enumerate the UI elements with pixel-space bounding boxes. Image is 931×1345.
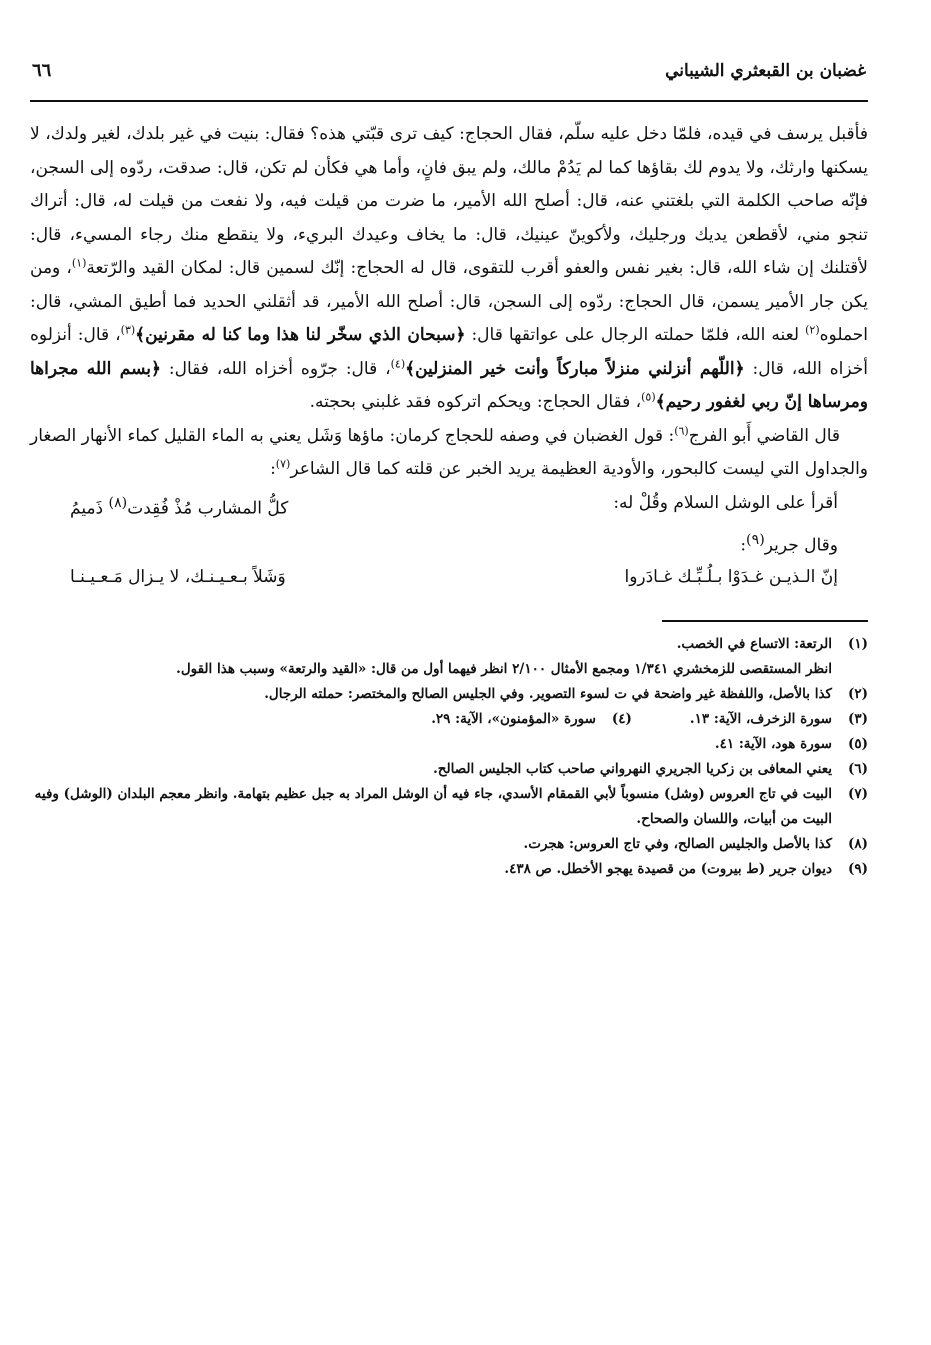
text-run: كلُّ المشارب مُذْ فُقِدت: [127, 498, 289, 519]
footnote-marker-2[interactable]: (٢): [805, 323, 820, 337]
text-run: وقال جرير: [764, 535, 838, 556]
footnote-5: [30, 732, 868, 757]
text-run: قال القاضي أَبو الفرج: [688, 425, 841, 446]
footnote-6: [30, 757, 868, 782]
footnote-text: يعني المعافى بن زكريا الجريري النهرواني صاحب كتاب الجليس الصالح.: [433, 760, 832, 777]
quran-quote-1: ﴿سبحان الذي سخّر لنا هذا وما كنا له مقرنين﴾: [135, 325, 466, 345]
footnote-number: (٦): [847, 760, 868, 777]
footnote-2: [30, 682, 868, 707]
footnote-text: الرتعة: الاتساع في الخصب.: [676, 635, 832, 652]
footnote-number: (٤): [611, 710, 632, 727]
paragraph-2: [30, 420, 868, 487]
book-page: [30, 60, 868, 882]
footnotes: [30, 632, 868, 882]
verse-line-1: [30, 487, 868, 526]
footnote-marker-3[interactable]: (٣): [120, 323, 136, 337]
footnote-text: سورة «المؤمنون»، الآية: ٢٩.: [431, 710, 596, 727]
text-run: فأقبل يرسف في قيده، فلمّا دخل عليه سلّم، فقال الحجاج: كيف ترى قبّتي هذه؟ فقال: بنيت في غير بلدك، لغير ولدك، لا يسكنها وارثك، ولا يدوم لك بقاؤها كما لم يَدُمْ مالك، ولم يبق فانٍ، وأما هي فكأن لم تكن، قال: صدقت، ردّوه إلى السجن، فإنّه صاحب الكلمة التي بلغتني عنه، قال: أصلح الله الأمير، ما ضرت من قيلت فيه، ولا نفعت من قيلت له، قال: أتراك تنجو مني، لأقطعن يديك ورجليك، ولأكوينّ عينيك، قال: ما يخاف وعيدك البريء، ولا ينقطع منك رجاء المسيء، قال: لأقتلنك إن شاء الله، قال: بغير نفس والعفو أقرب للتقوى، قال له الحجاج: إنّك لسمين قال: لمكان القيد والرّتعة: [30, 124, 868, 278]
footnote-number: (٩): [847, 860, 868, 877]
verse-intro: [30, 525, 868, 561]
footnote-marker-8[interactable]: (٨): [108, 494, 128, 511]
footnote-text: البيت في تاج العروس (وشل) منسوباً لأبي القمقام الأسدي، جاء فيه أن الوشل المراد به جبل عظيم بتهامة. وانظر معجم البلدان (الوشل) وفيه البيت من أبيات، واللسان والصحاح.: [34, 785, 832, 827]
footnote-marker-1[interactable]: (١): [71, 256, 87, 270]
footnote-number: [832, 657, 868, 682]
verse-1-first-hemistich: أقرأ على الوشل السلام وقُلْ له:: [613, 492, 838, 513]
verse-1-second-hemistich: [70, 487, 288, 526]
footnote-marker-9[interactable]: (٩): [746, 532, 765, 549]
text-run: ، فقال الحجاج: ويحكم اتركوه فقد غلبني بحجته.: [309, 392, 642, 412]
text-run: لعنه الله، فلمّا حملته الرجال على عواتقها قال:: [471, 325, 806, 345]
text-run: ذَميمُ: [70, 498, 109, 519]
page-number: ٦٦: [32, 60, 52, 81]
text-run: ، قال: جرّوه أخزاه الله، فقال:: [168, 358, 391, 379]
footnote-text: سورة هود، الآية: ٤١.: [714, 735, 832, 752]
verse-2-second-hemistich: وَشَلاً بـعـيـنـك، لا يـزال مَـعـيـنـا: [70, 566, 286, 587]
footnote-marker-6[interactable]: (٦): [674, 423, 689, 437]
footnote-3: [690, 707, 868, 732]
footnote-8: [30, 832, 868, 857]
footnote-divider: [662, 620, 868, 622]
running-header: [30, 60, 868, 102]
footnote-marker-7[interactable]: (٧): [275, 457, 291, 471]
footnote-marker-5[interactable]: (٥): [641, 390, 656, 404]
footnote-4: [431, 707, 632, 732]
quran-quote-3: ﴿بسم الله مجراها ومرساها إنّ ربي لغفور رحيم﴾: [30, 358, 868, 412]
text-run: ، ومن يكن جار الأمير يسمن، قال الحجاج: ردّوه إلى السجن، قال: أصلح الله الأمير، قد أثقلني الحديد فما أطيق المشي، قال: احملوه: [30, 258, 869, 345]
footnote-number: (٢): [847, 685, 868, 702]
footnote-9: [30, 857, 868, 882]
text-run: ، قال: أنزلوه أخزاه الله، قال:: [30, 325, 869, 379]
footnote-text: ديوان جرير (ط بيروت) من قصيدة يهجو الأخطل. ص ٤٣٨.: [504, 860, 832, 877]
footnote-number: (٨): [847, 835, 868, 852]
footnote-1: [30, 632, 868, 657]
footnote-1-continued: [30, 657, 868, 682]
footnote-text: انظر المستقصى للزمخشري ١/٣٤١ ومجمع الأمثال ٢/١٠٠ انظر فيهما أول من قال: «القيد والرتعة» وسبب هذا القول.: [176, 660, 832, 677]
text-run: :: [270, 459, 276, 479]
paragraph-1: [30, 118, 868, 420]
footnote-marker-4[interactable]: (٤): [390, 356, 406, 370]
verse-2-first-hemistich: إنّ الـذيـن غـدَوْا بـلُـبِّـك غـادَروا: [624, 566, 838, 587]
footnote-7: [30, 782, 868, 832]
text-run: : قول الغضبان في وصفه للحجاج كرمان: ماؤها وَشَل يعني به الماء القليل كماء الأنهار الصغار والجداول التي ليست كالبحور، والأودية العظيمة يريد الخبر عن قلته كما قال الشاعر: [30, 425, 868, 479]
verse-line-2: [30, 561, 868, 594]
footnote-text: سورة الزخرف، الآية: ١٣.: [689, 710, 832, 727]
footnote-number: (١): [847, 635, 868, 652]
footnotes-3-4: [30, 707, 868, 732]
footnote-number: (٣): [847, 710, 868, 727]
main-text: [30, 118, 868, 487]
footnote-text: كذا بالأصل، واللفظة غير واضحة في ت لسوء التصوير. وفي الجليس الصالح والمختصر: حملته الرجال.: [264, 685, 832, 702]
header-title: غضبان بن القبعثري الشيباني: [665, 61, 866, 81]
footnote-text: كذا بالأصل والجليس الصالح، وفي تاج العروس: هجرت.: [523, 835, 832, 852]
footnote-number: (٧): [847, 785, 868, 802]
quran-quote-2: ﴿اللّهم أنزلني منزلاً مباركاً وأنت خير المنزلين﴾: [405, 358, 745, 379]
text-run: :: [740, 535, 747, 556]
footnote-number: (٥): [847, 735, 868, 752]
